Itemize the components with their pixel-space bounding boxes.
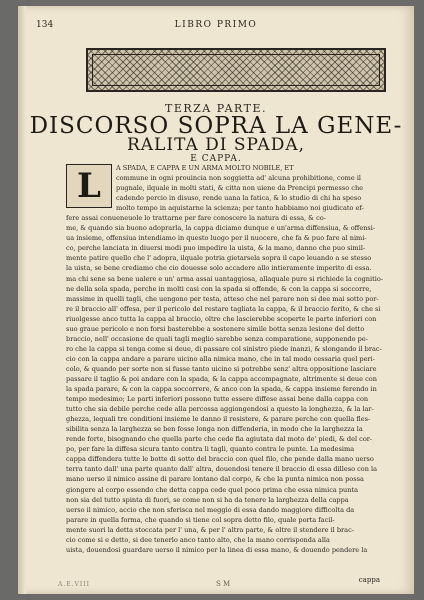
text-line: mano uerso il nimico assine di parare lontano dal corpo, & che la punta nimica non possa [66, 475, 364, 484]
text-line: me, & quando sia buono adoprarla, la cappa diciamo dunque e un'arma diffensiua, & offensi- [66, 224, 376, 233]
text-line: uista, douendosi guardare uerso il nimico per la linea di essa mano, & douendo pendere la [66, 545, 368, 554]
text-line: pugnale, ilquale in molti stati, & citta non uiene da Prencipi permesso che [116, 184, 364, 193]
library-stamp: A.E.VIII [58, 581, 90, 588]
text-line: tempo medesimo; Le parti inferiori possono tutte essere diffese assai bene dalla cappa con [66, 395, 369, 404]
body-text [66, 163, 390, 555]
text-line: parare in quella forma, che quando si tiene col sopra detto filo, quale porta facil- [66, 515, 335, 524]
text-line: po, per fare la diffesa sicura tanto contra li tagli, quanto contra le punte. La medesima [66, 445, 355, 454]
chapter-title-line-1: DISCORSO SOPRA LA GENE- [29, 113, 403, 139]
signature-mark: S M [216, 580, 231, 588]
text-line: sibilita senza la larghezza se ben fosse longa non diffenderia, in modo che la larghezza la [66, 425, 363, 434]
text-line: riuolgesse anco tutta la cappa al braccio, oltre che lascierebbe scoperte le parte inferiori con [66, 314, 377, 323]
chapter-title-line-2: RALITA DI SPADA, [126, 135, 306, 155]
text-line: terra tanto dall' una parte quanto dall' altra, douendosi tenere il braccio di essa dilleso con la [66, 465, 378, 474]
initial-letter: L [77, 166, 101, 206]
text-line: massime in quelli tagli, che uengono per testa, atteso che nel parare non si dee mai sotto por- [66, 294, 379, 303]
running-title: LIBRO PRIMO [174, 20, 258, 30]
text-line: mente patire quello che l' adopra, ilquale potria gietarsela sopra il capo leuando a se stesso [66, 254, 372, 263]
text-line: ne della sola spada, perche in molti casi con la spada si offende, & con la cappa si soccorre, [66, 284, 372, 293]
text-line: la uista, se bene crediamo che cio douesse solo accadere allo intieramente imperito di essa. [66, 264, 372, 273]
text-line: ro che la cappa si tenga come si deue, di passare col sinistro piede inanzi, & slongando il brac- [66, 344, 382, 353]
text-line: braccio, nell' occasione de quali tagli meglio sarebbe senza comparatione, supponendo pe- [66, 334, 368, 343]
text-line: re il braccio all' offesa, per il pericolo del restare tagliata la cappa, & il braccio ferito, & che si [66, 304, 381, 313]
catchword: cappa [358, 576, 380, 584]
text-line: fere assai conueneuole lo trattarne per fare conoscere la natura di essa, & co- [66, 214, 326, 223]
text-line: tutto che sia debile perche cede alla percossa aggiongendosi a questo la longhezza, & la lar- [66, 405, 374, 414]
text-line: commune in ogni prouincia non soggietta ad' alcuna prohibitione, come il [116, 174, 362, 183]
text-line: la spada parare, & con la cappa soccorrere, & anco con la spada, & cappa insieme ferendo in [66, 385, 377, 394]
text-line: colo, & quando per sorte non si fusse tanto uicino si potrebbe senz' altra oppositione lasciare [66, 364, 377, 373]
text-line: cio come si e detto, si dee tenerlo anco tanto alto, che la mano corrisponda alla [66, 535, 330, 544]
running-head [18, 20, 414, 36]
text-line: cadendo percio in disuso, rende uana la fatica, & lo studio di chi ha speso [116, 194, 362, 203]
text-line: rende forte, bisognando che quella parte che cede fia agiutata dal moto de' piedi, & del cor- [66, 435, 373, 444]
text-line: ghezza, lequali tre conditioni insieme le danno il resistere, & parare perche con quella fles- [66, 415, 371, 424]
text-line: non sia del tutto spinta di fuori, se come non si ha da tenere la larghezza della cappa [66, 495, 349, 504]
page-gutter [18, 6, 26, 594]
part-heading: TERZA PARTE. [164, 102, 268, 115]
text-line: A SPADA, E CAPPA E UN ARMA MOLTO NOBILE, ET [116, 164, 294, 172]
text-line: ua insieme, offensiua intendiamo in questo luogo per il nuocere, che fa & puo fare al nimi- [66, 234, 367, 243]
page-number: 134 [36, 20, 54, 30]
chapter-title-line-3: E CAPPA. [190, 154, 242, 164]
book-page [18, 6, 414, 594]
text-line: cappa diffendera tutte le botte di sotto del braccio con quel filo, che pende dalla mano uerso [66, 455, 374, 464]
text-line: passare il taglio & poi andare con la spada, & la cappa accompagnate, altrimente si deue con [66, 374, 377, 383]
text-line: co, perche lanciata in diuersi modi puo impedire la uista, & la mano, danno che puo simil- [66, 244, 366, 253]
text-line: suo graue pericolo e non forsi basterebbe a sostenere simile botta senza lesione del detto [66, 324, 365, 333]
text-line: mente suori la detta stoccata per l' una, & per l' altra parte, & oltre il stendere il brac- [66, 525, 354, 534]
text-line: uerso il nimico, accio che non sferisca nel meggio di essa dando maggiore difficolta da [66, 505, 355, 514]
text-line: molto tempo in aquistarne la scienza; per tanto habbiamo noi giudicato ef- [116, 204, 364, 213]
text-line: ma chi sene sa bene ualere e un' arma assai uantaggiosa, allaquale pure si richiede la cognitio- [66, 274, 383, 283]
woodcut-headpiece-ornament [86, 48, 386, 92]
text-line: cio con la cappa andare a parare uicino alla nimica mano, che in tal modo cessaria quel peri- [66, 354, 375, 363]
text-line: giongere al corpo essendo che detta cappa cede quel poco prima che essa nimica punta [66, 485, 359, 494]
